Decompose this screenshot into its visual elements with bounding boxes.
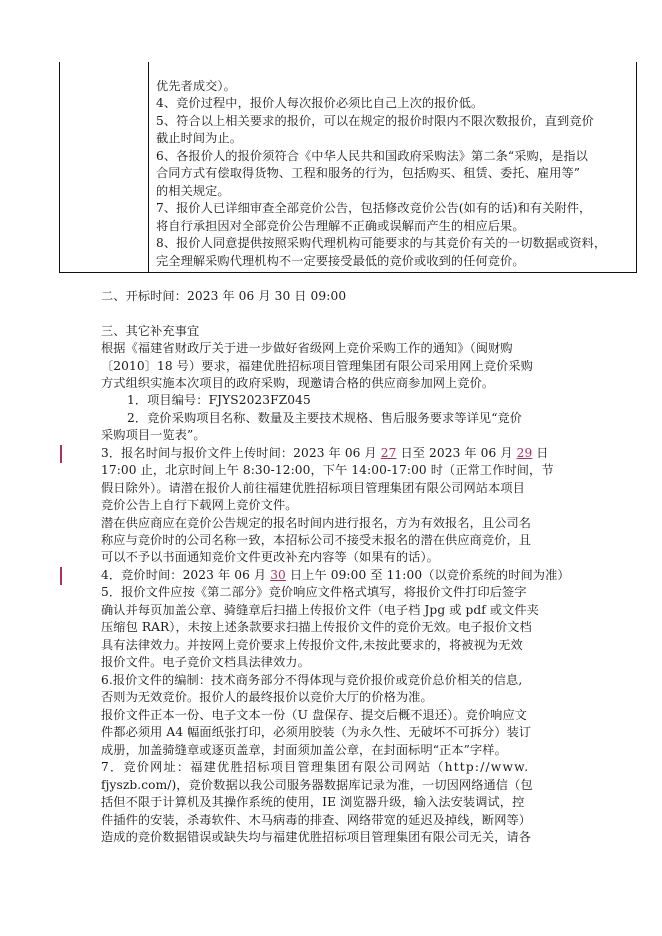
- table-line: 截止时间为止。: [156, 131, 243, 145]
- table-line: 将自行承担因对全部竞价公告理解不正确或误解而产生的相应后果。: [156, 219, 525, 233]
- project-number: 1．项目编号：FJYS2023FZ045: [127, 393, 311, 407]
- item3-line: 称应与竞价时的公司名称一致，本招标公司不接受未报名的潜在供应商竞价，且: [101, 533, 532, 547]
- item7-line: 造成的竞价数据错误或缺失均与福建优胜招标项目管理集团有限公司无关，请各: [101, 830, 532, 844]
- bidding-time-suffix: 日上午 09:00 至 11:00（以竞价系统的时间为准）: [285, 568, 570, 582]
- revision-change-bar: [60, 445, 62, 463]
- item3-line: 潜在供应商应在竞价公告规定的报名时间内进行报名，方为有效报名，且公司名: [101, 516, 532, 530]
- item6-line: 否则为无效竞价。报价人的最终报价以竞价大厅的价格为准。: [101, 690, 433, 704]
- registration-suffix: 日: [532, 446, 549, 460]
- table-line: 6、各报价人的报价须符合《中华人民共和国政府采购法》第二条“采购，是指以: [156, 149, 588, 163]
- intro-line: 方式组织实施本次项目的政府采购，现邀请合格的供应商参加网上竞价。: [101, 376, 495, 390]
- table-line: 合同方式有偿取得货物、工程和服务的行为，包括购买、租赁、委托、雇用等”: [156, 166, 581, 180]
- item3-line: 可以不予以书面通知竞价文件更改补充内容等（如果有的话）。: [101, 550, 439, 564]
- table-column-divider: [148, 62, 149, 273]
- revision-change-bar: [60, 567, 62, 585]
- revised-bid-day: 30: [270, 568, 286, 582]
- item7-line: fjyszb.com/)，竞价数据以我公司服务器数据库记录为准，一切因网络通信（包: [101, 778, 533, 792]
- table-line: 4、竞价过程中，报价人每次报价必须比自己上次的报价低。: [156, 96, 484, 110]
- item5-line: 确认并每页加盖公章、骑缝章后扫描上传报价文件（电子档 Jpg 或 pdf 或文件夹: [101, 603, 540, 617]
- table-line: 7、报价人已详细审查全部竞价公告，包括修改竞价公告(如有的话)和有关附件，: [156, 201, 592, 215]
- item3-line: 竞价公告上自行下载网上竞价文件。: [101, 498, 298, 512]
- intro-line: 根据《福建省财政厅关于进一步做好省级网上竞价采购工作的通知》（闽财购: [101, 341, 513, 355]
- revised-start-day: 27: [380, 446, 397, 460]
- registration-time: [101, 445, 549, 462]
- revised-end-day: 29: [516, 446, 533, 460]
- item6-line: 件都必须用 A4 幅面纸张打印，必须用胶装（为永久性、无破坏不可拆分）装订: [101, 725, 532, 739]
- item5-line: 具有法律效力。并按网上竞价要求上传报价文件,未按此要求的，将被视为无效: [101, 638, 523, 652]
- item2-line: 采购项目一览表”。: [101, 428, 206, 442]
- item6-line: 6.报价文件的编制：技术商务部分不得体现与竞价报价或竞价总价相关的信息,: [101, 673, 523, 687]
- section-heading-supplementary: 三、其它补充事宜: [101, 324, 200, 338]
- item5-line: 5．报价文件应按《第二部分》竞价响应文件格式填写，将报价文件打印后签字: [101, 585, 527, 599]
- table-line: 的相关规定。: [156, 184, 230, 198]
- item5-line: 压缩包 RAR），未按上述条款要求扫描上传报价文件的竞价无效。电子报价文档: [101, 620, 532, 634]
- item7-line: 括但不限于计算机及其操作系统的使用，IE 浏览器升级，输入法安装调试，控: [101, 795, 525, 809]
- item6-line: 报价文件正本一份、电子文本一份（U 盘保存、提交后概不退还）。竞价响应文: [101, 708, 528, 722]
- table-line: 8、报价人同意提供按照采购代理机构可能要求的与其竞价有关的一切数据或资料，: [156, 236, 607, 250]
- table-line: 优先者成交）。: [156, 79, 236, 93]
- registration-middle: 日至 2023 年 06 月: [396, 446, 517, 460]
- item7-line: 件插件的安装，杀毒软件、木马病毒的排查、网络带宽的延迟及掉线，断网等）: [101, 813, 532, 827]
- item5-line: 报价文件。电子竞价文档具法律效力。: [101, 655, 310, 669]
- bidding-time: [101, 567, 570, 584]
- section-heading-bid-opening: 二、开标时间：2023 年 06 月 30 日 09:00: [101, 289, 347, 303]
- item2-line: 2．竞价采购项目名称、数量及主要技术规格、售后服务要求等详见“竞价: [127, 411, 523, 425]
- intro-line: 〔2010〕18 号）要求，福建优胜招标项目管理集团有限公司采用网上竞价采购: [101, 359, 534, 373]
- item3-line: 假日除外）。请潜在报价人前往福建优胜招标项目管理集团有限公司网站本项目: [101, 481, 525, 495]
- table-line: 5、符合以上相关要求的报价，可以在规定的报价时限内不限次数报价，直到竞价: [156, 114, 594, 128]
- table-line: 完全理解采购代理机构不一定要接受最低的竞价或收到的任何竞价。: [156, 254, 525, 268]
- item6-line: 成册，加盖骑缝章或逐页盖章，封面须加盖公章，在封面标明“正本”字样。: [101, 743, 507, 757]
- item7-line: 7．竞价网址：福建优胜招标项目管理集团有限公司网站（http://www.: [101, 760, 530, 774]
- registration-prefix: 3．报名时间与报价文件上传时间：2023 年 06 月: [101, 446, 381, 460]
- item3-line: 17:00 止，北京时间上午 8:30-12:00，下午 14:00-17:00 时（正常工作时间，节: [101, 463, 554, 477]
- bidding-time-prefix: 4．竞价时间：2023 年 06 月: [101, 568, 271, 582]
